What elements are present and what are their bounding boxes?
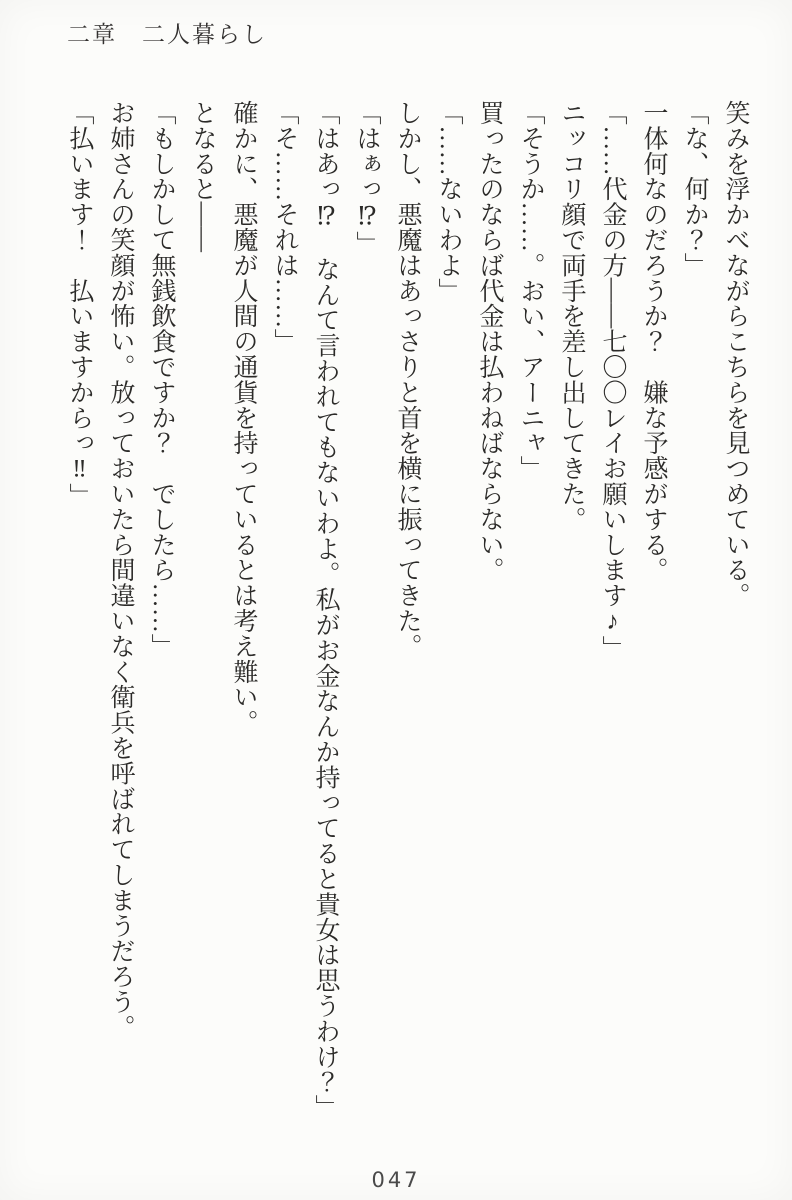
text-line: 「はあっ⁉ なんて言われてもないわよ。私がお金なんか持ってると貴女は思うわけ？」 xyxy=(312,100,339,1120)
text-line: 買ったのならば代金は払わねばならない。 xyxy=(476,100,503,583)
text-line: 「そ……それは……」 xyxy=(271,100,298,354)
text-line: 「……代金の方——七〇〇レイお願いします♪」 xyxy=(599,100,626,661)
text-line: お姉さんの笑顔が怖い。放っておいたら間違いなく衛兵を呼ばれてしまうだろう。 xyxy=(107,100,134,1040)
text-line: となると—— xyxy=(189,100,216,253)
text-line: ニッコリ顔で両手を差し出してきた。 xyxy=(558,100,585,532)
chapter-running-head: 二章 二人暮らし xyxy=(67,22,267,47)
text-line: 「そうか……。おい、アーニャ」 xyxy=(517,100,544,481)
text-line: 笑みを浮かべながらこちらを見つめている。 xyxy=(722,100,749,608)
text-line: 「……ないわよ」 xyxy=(435,100,462,304)
text-line: 確かに、悪魔が人間の通貨を持っているとは考え難い。 xyxy=(230,100,257,735)
text-line: 「もしかして無銭飲食ですか？ でしたら……」 xyxy=(148,100,175,659)
text-line: 「はぁっ⁉」 xyxy=(353,100,380,257)
text-line: しかし、悪魔はあっさりと首を横に振ってきた。 xyxy=(394,100,421,659)
page-number: 047 xyxy=(371,1168,421,1192)
novel-text-block xyxy=(56,100,756,1140)
text-line: 「な、何か？」 xyxy=(681,100,708,278)
text-line: 一体何なのだろうか？ 嫌な予感がする。 xyxy=(640,100,667,583)
text-line: 「払います！ 払いますからっ‼」 xyxy=(66,100,93,509)
